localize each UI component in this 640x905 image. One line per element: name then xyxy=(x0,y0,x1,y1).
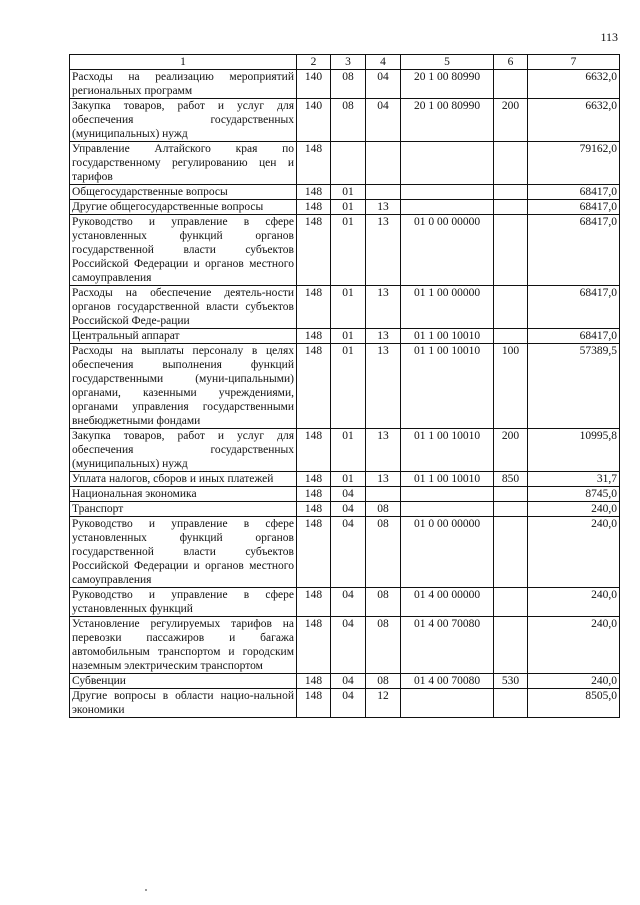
code-subsection xyxy=(366,185,401,200)
code-grbs: 148 xyxy=(297,472,331,487)
code-grbs: 148 xyxy=(297,286,331,329)
code-section: 04 xyxy=(331,689,366,718)
code-target xyxy=(401,689,494,718)
amount: 68417,0 xyxy=(528,286,620,329)
column-header: 7 xyxy=(528,55,620,70)
code-grbs: 140 xyxy=(297,99,331,142)
code-grbs: 148 xyxy=(297,517,331,588)
code-grbs: 148 xyxy=(297,617,331,674)
amount: 68417,0 xyxy=(528,185,620,200)
code-expense-type xyxy=(494,487,528,502)
table-row xyxy=(70,517,620,588)
row-name: Уплата налогов, сборов и иных платежей xyxy=(70,472,297,487)
page-number: 113 xyxy=(600,30,618,44)
row-name: Другие общегосударственные вопросы xyxy=(70,200,297,215)
row-name: Установление регулируемых тарифов на перевозки пассажиров и багажа автомобильным транспортом и городским наземным электрическим транспортом xyxy=(70,617,297,674)
amount: 240,0 xyxy=(528,617,620,674)
column-header: 5 xyxy=(401,55,494,70)
code-target: 20 1 00 80990 xyxy=(401,70,494,99)
table-row xyxy=(70,502,620,517)
code-section: 04 xyxy=(331,487,366,502)
table-row xyxy=(70,70,620,99)
column-header: 2 xyxy=(297,55,331,70)
code-subsection: 08 xyxy=(366,588,401,617)
code-expense-type xyxy=(494,185,528,200)
row-name: Транспорт xyxy=(70,502,297,517)
code-expense-type xyxy=(494,142,528,185)
row-name: Руководство и управление в сфере установленных функций органов государственной власти субъектов Российской Федерации и органов местного самоуправления xyxy=(70,517,297,588)
table-row xyxy=(70,185,620,200)
code-expense-type xyxy=(494,200,528,215)
code-target xyxy=(401,502,494,517)
code-grbs: 148 xyxy=(297,429,331,472)
code-grbs: 148 xyxy=(297,200,331,215)
row-name: Управление Алтайского края по государственному регулированию цен и тарифов xyxy=(70,142,297,185)
code-section: 01 xyxy=(331,200,366,215)
code-expense-type: 200 xyxy=(494,429,528,472)
row-name: Национальная экономика xyxy=(70,487,297,502)
code-expense-type xyxy=(494,329,528,344)
code-section: 04 xyxy=(331,617,366,674)
code-target: 01 1 00 10010 xyxy=(401,429,494,472)
code-subsection: 12 xyxy=(366,689,401,718)
code-target: 01 1 00 10010 xyxy=(401,472,494,487)
code-grbs: 148 xyxy=(297,487,331,502)
row-name: Закупка товаров, работ и услуг для обеспечения государственных (муниципальных) нужд xyxy=(70,99,297,142)
code-target: 01 1 00 10010 xyxy=(401,344,494,429)
code-section: 01 xyxy=(331,185,366,200)
code-target: 01 0 00 00000 xyxy=(401,215,494,286)
amount: 10995,8 xyxy=(528,429,620,472)
code-section: 01 xyxy=(331,472,366,487)
code-grbs: 148 xyxy=(297,588,331,617)
table-row xyxy=(70,588,620,617)
code-section: 04 xyxy=(331,588,366,617)
row-name: Субвенции xyxy=(70,674,297,689)
code-target: 01 4 00 70080 xyxy=(401,674,494,689)
code-subsection: 13 xyxy=(366,344,401,429)
code-grbs: 148 xyxy=(297,502,331,517)
code-subsection xyxy=(366,142,401,185)
code-subsection: 08 xyxy=(366,502,401,517)
table-row xyxy=(70,689,620,718)
amount: 240,0 xyxy=(528,588,620,617)
column-header: 1 xyxy=(70,55,297,70)
amount: 240,0 xyxy=(528,502,620,517)
code-grbs: 148 xyxy=(297,185,331,200)
row-name: Закупка товаров, работ и услуг для обеспечения государственных (муниципальных) нужд xyxy=(70,429,297,472)
amount: 31,7 xyxy=(528,472,620,487)
amount: 79162,0 xyxy=(528,142,620,185)
amount: 6632,0 xyxy=(528,99,620,142)
code-grbs: 148 xyxy=(297,689,331,718)
table-row xyxy=(70,429,620,472)
code-target: 01 4 00 70080 xyxy=(401,617,494,674)
table-row xyxy=(70,472,620,487)
table-row xyxy=(70,99,620,142)
column-header: 4 xyxy=(366,55,401,70)
code-expense-type: 200 xyxy=(494,99,528,142)
code-grbs: 148 xyxy=(297,344,331,429)
code-subsection: 13 xyxy=(366,329,401,344)
code-subsection: 13 xyxy=(366,472,401,487)
amount: 6632,0 xyxy=(528,70,620,99)
table-header-row xyxy=(70,55,620,70)
code-section: 01 xyxy=(331,329,366,344)
code-expense-type: 850 xyxy=(494,472,528,487)
amount: 68417,0 xyxy=(528,215,620,286)
code-expense-type xyxy=(494,286,528,329)
amount: 8505,0 xyxy=(528,689,620,718)
row-name: Общегосударственные вопросы xyxy=(70,185,297,200)
code-grbs: 140 xyxy=(297,70,331,99)
amount: 57389,5 xyxy=(528,344,620,429)
row-name: Расходы на выплаты персоналу в целях обеспечения выполнения функций государственными (муни-ципальными) органами, казенными учреждениями, органами управления государственными внебюджетными фондами xyxy=(70,344,297,429)
code-expense-type xyxy=(494,70,528,99)
column-header: 6 xyxy=(494,55,528,70)
table-row xyxy=(70,617,620,674)
budget-table xyxy=(69,54,620,718)
code-target xyxy=(401,200,494,215)
code-grbs: 148 xyxy=(297,674,331,689)
code-subsection: 13 xyxy=(366,215,401,286)
table-row xyxy=(70,344,620,429)
code-target xyxy=(401,142,494,185)
code-expense-type xyxy=(494,502,528,517)
amount: 68417,0 xyxy=(528,200,620,215)
code-expense-type: 100 xyxy=(494,344,528,429)
amount: 240,0 xyxy=(528,517,620,588)
code-section: 01 xyxy=(331,429,366,472)
code-expense-type xyxy=(494,617,528,674)
code-section: 08 xyxy=(331,99,366,142)
code-section xyxy=(331,142,366,185)
code-subsection xyxy=(366,487,401,502)
table-row xyxy=(70,215,620,286)
code-subsection: 13 xyxy=(366,200,401,215)
code-expense-type xyxy=(494,517,528,588)
row-name: Руководство и управление в сфере установленных функций xyxy=(70,588,297,617)
code-target: 01 4 00 00000 xyxy=(401,588,494,617)
table-row xyxy=(70,200,620,215)
code-subsection: 08 xyxy=(366,674,401,689)
row-name: Другие вопросы в области нацио-нальной экономики xyxy=(70,689,297,718)
row-name: Расходы на реализацию мероприятий региональных программ xyxy=(70,70,297,99)
column-header: 3 xyxy=(331,55,366,70)
amount: 8745,0 xyxy=(528,487,620,502)
table-row xyxy=(70,142,620,185)
code-target xyxy=(401,185,494,200)
code-target: 01 1 00 10010 xyxy=(401,329,494,344)
code-section: 08 xyxy=(331,70,366,99)
amount: 240,0 xyxy=(528,674,620,689)
code-subsection: 04 xyxy=(366,70,401,99)
stray-mark xyxy=(145,889,147,891)
code-section: 04 xyxy=(331,502,366,517)
table-body xyxy=(70,70,620,718)
code-subsection: 08 xyxy=(366,617,401,674)
code-section: 01 xyxy=(331,215,366,286)
code-expense-type xyxy=(494,689,528,718)
table-row xyxy=(70,487,620,502)
code-section: 04 xyxy=(331,674,366,689)
row-name: Расходы на обеспечение деятель-ности органов государственной власти субъектов Российской Феде-рации xyxy=(70,286,297,329)
code-target: 20 1 00 80990 xyxy=(401,99,494,142)
table-row xyxy=(70,286,620,329)
code-section: 04 xyxy=(331,517,366,588)
row-name: Центральный аппарат xyxy=(70,329,297,344)
code-grbs: 148 xyxy=(297,329,331,344)
table-row xyxy=(70,674,620,689)
code-subsection: 08 xyxy=(366,517,401,588)
amount: 68417,0 xyxy=(528,329,620,344)
code-grbs: 148 xyxy=(297,215,331,286)
code-section: 01 xyxy=(331,286,366,329)
code-expense-type xyxy=(494,215,528,286)
code-section: 01 xyxy=(331,344,366,429)
code-subsection: 13 xyxy=(366,286,401,329)
code-target: 01 1 00 00000 xyxy=(401,286,494,329)
table-row xyxy=(70,329,620,344)
code-subsection: 13 xyxy=(366,429,401,472)
row-name: Руководство и управление в сфере установленных функций органов государственной власти субъектов Российской Федерации и органов местного самоуправления xyxy=(70,215,297,286)
code-subsection: 04 xyxy=(366,99,401,142)
code-expense-type xyxy=(494,588,528,617)
code-expense-type: 530 xyxy=(494,674,528,689)
code-target xyxy=(401,487,494,502)
code-target: 01 0 00 00000 xyxy=(401,517,494,588)
code-grbs: 148 xyxy=(297,142,331,185)
